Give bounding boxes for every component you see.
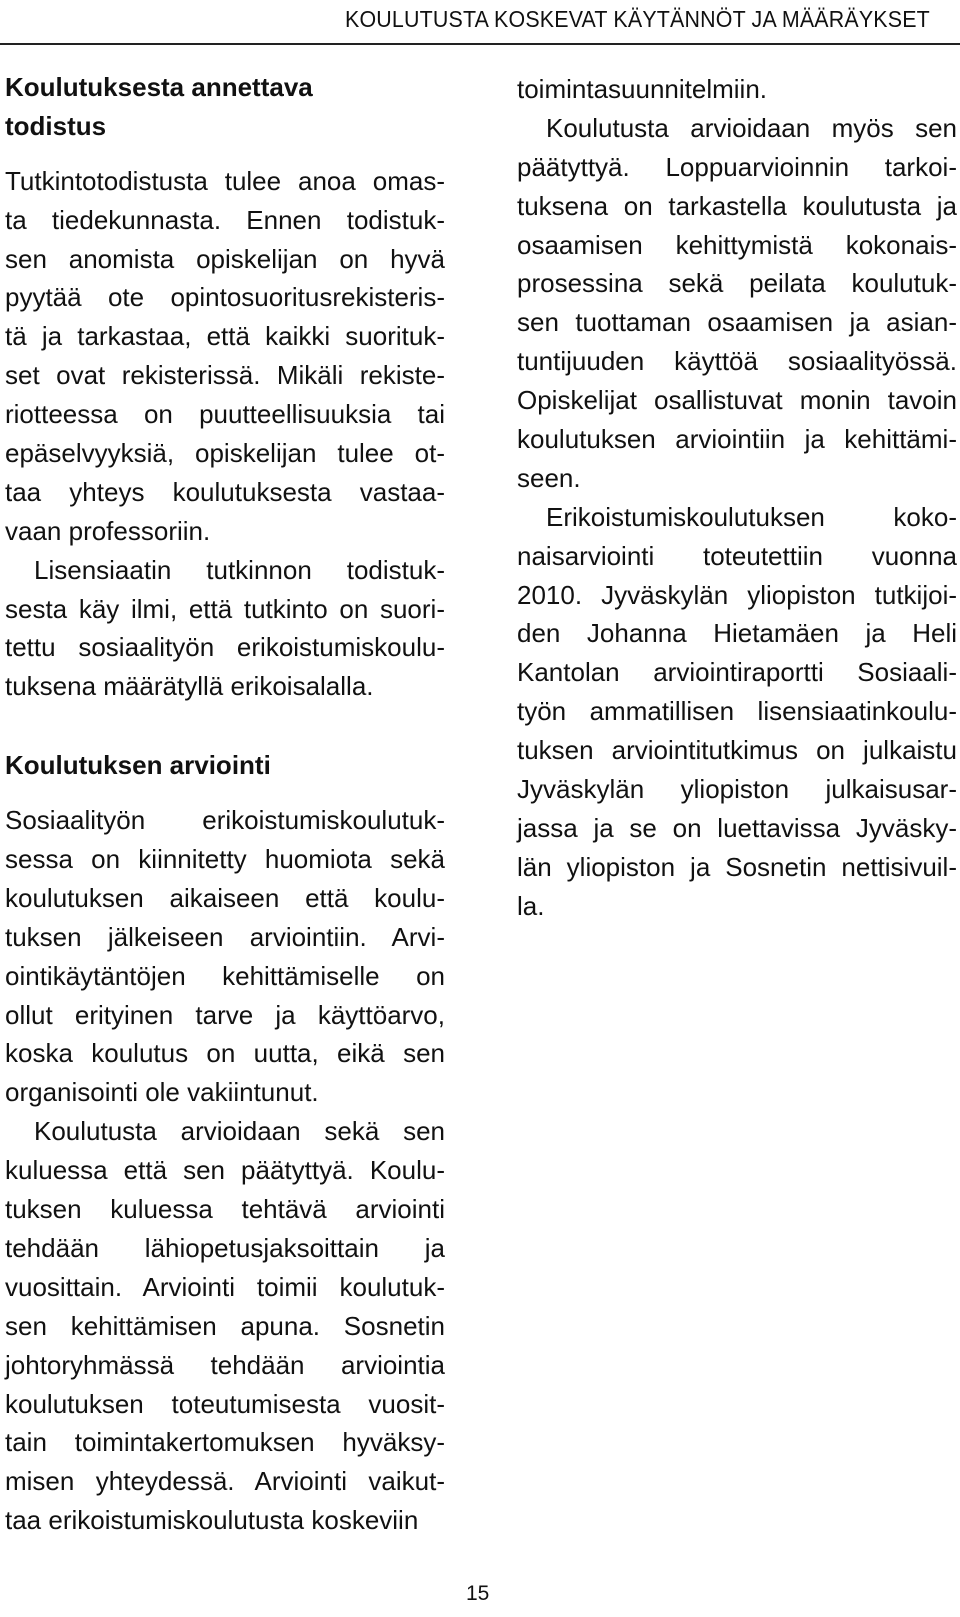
paragraph-evaluation-intro — [5, 801, 445, 1112]
paragraph-continuation — [517, 70, 957, 109]
text-line: misen yhteydessä. Arviointi vaikut- — [5, 1466, 445, 1497]
text-line: koulutuksen aikaiseen että koulu- — [5, 882, 445, 913]
text-line: sen anomista opiskelijan on hyvä — [5, 243, 445, 274]
text-line: Lisensiaatin tutkinnon todistuk- — [34, 554, 445, 585]
running-header: KOULUTUSTA KOSKEVAT KÄYTÄNNÖT JA MÄÄRÄYKSET — [345, 6, 930, 32]
right-column — [517, 70, 957, 926]
text-line: sen tuottaman osaamisen ja asian- — [517, 307, 957, 338]
text-line: vaan professoriin. — [5, 515, 211, 546]
section-heading-certificate-line2: todistus — [5, 110, 107, 141]
text-line: riotteessa on puutteellisuuksia tai — [5, 399, 445, 430]
page-number: 15 — [466, 1582, 490, 1605]
text-line: tuksena on tarkastella koulutusta ja — [517, 190, 957, 221]
text-line: työn ammatillisen lisensiaatinkoulu- — [517, 696, 957, 727]
text-line: sesta käy ilmi, että tutkinto on suori- — [5, 593, 445, 624]
section-heading-evaluation: Koulutuksen arviointi — [5, 750, 271, 781]
text-line: osaamisen kehittymistä kokonais- — [517, 229, 957, 260]
text-line: Tutkintotodistusta tulee anoa omas- — [5, 165, 445, 196]
text-line: tuksen arviointitutkimus on julkaistu — [517, 735, 957, 766]
text-line: tettu sosiaalityön erikoistumiskoulu- — [5, 632, 445, 663]
text-line: Koulutusta arvioidaan myös sen — [546, 112, 957, 143]
text-line: sessa on kiinnitetty huomiota sekä — [5, 844, 445, 875]
text-line: koska koulutus on uutta, eikä sen — [5, 1038, 445, 1069]
left-column — [5, 68, 445, 1540]
text-line: tä ja tarkastaa, että kaikki suorituk- — [5, 321, 445, 352]
text-line: vuosittain. Arviointi toimii koulutuk- — [5, 1271, 445, 1302]
text-line: tain toimintakertomuksen hyväksy- — [5, 1427, 445, 1458]
text-line: Kantolan arviointiraportti Sosiaali- — [517, 657, 957, 688]
text-line: tuksen jälkeiseen arviointiin. Arvi- — [5, 921, 445, 952]
text-line: seen. — [517, 462, 581, 493]
text-line: ollut erityinen tarve ja käyttöarvo, — [5, 999, 445, 1030]
paragraph-overall-evaluation — [517, 498, 957, 926]
header-rule — [0, 43, 960, 45]
text-line: epäselvyyksiä, opiskelijan tulee ot- — [5, 438, 445, 469]
text-line: set ovat rekisterissä. Mikäli rekiste- — [5, 360, 445, 391]
section-heading-certificate: Koulutuksesta annettava — [5, 72, 313, 102]
text-line: tuksena määrätyllä erikoisalalla. — [5, 671, 374, 702]
text-line: toimintasuunnitelmiin. — [517, 74, 768, 104]
text-line: ointikäytäntöjen kehittämiselle on — [5, 960, 445, 991]
text-line: taa erikoistumiskoulutusta koskeviin — [5, 1505, 419, 1536]
text-line: tehdään lähiopetusjaksoittain ja — [5, 1232, 445, 1263]
text-line: 2010. Jyväskylän yliopiston tutkijoi- — [517, 579, 957, 610]
text-line: Jyväskylän yliopiston julkaisusar- — [517, 774, 957, 805]
text-line: la. — [517, 890, 545, 921]
text-line: prosessina sekä peilata koulutuk- — [517, 268, 957, 299]
text-line: kuluessa että sen päätyttyä. Koulu- — [5, 1155, 445, 1186]
text-line: koulutuksen toteutumisesta vuosit- — [5, 1388, 445, 1419]
paragraph-certificate-request — [5, 162, 445, 551]
text-line: län yliopiston ja Sosnetin nettisivuil- — [517, 851, 957, 882]
text-line: johtoryhmässä tehdään arviointia — [5, 1349, 445, 1380]
text-line: pyytää ote opintosuoritusrekisteris- — [5, 282, 445, 313]
spacer — [5, 785, 445, 801]
text-line: Sosiaalityön erikoistumiskoulutuk- — [5, 805, 445, 836]
paragraph-licentiate-certificate — [5, 551, 445, 707]
text-line: jassa ja se on luettavissa Jyväsky- — [517, 812, 957, 843]
text-line: koulutuksen arviointiin ja kehittämi- — [517, 424, 957, 455]
text-line: den Johanna Hietamäen ja Heli — [517, 618, 957, 649]
text-line: Koulutusta arvioidaan sekä sen — [34, 1116, 445, 1147]
text-line: ta tiedekunnasta. Ennen todistuk- — [5, 204, 445, 235]
text-line: taa yhteys koulutuksesta vastaa- — [5, 476, 445, 507]
paragraph-final-evaluation — [517, 109, 957, 498]
text-line: Erikoistumiskoulutuksen koko- — [546, 501, 957, 532]
text-line: sen kehittämisen apuna. Sosnetin — [5, 1310, 445, 1341]
text-line: päätyttyä. Loppuarvioinnin tarkoi- — [517, 151, 957, 182]
text-line: organisointi ole vakiintunut. — [5, 1077, 319, 1108]
text-line: tuntijuuden käyttöä sosiaalityössä. — [517, 346, 957, 377]
text-line: naisarviointi toteutettiin vuonna — [517, 540, 957, 571]
spacer — [5, 706, 445, 746]
paragraph-evaluation-timing — [5, 1112, 445, 1540]
spacer — [5, 146, 445, 162]
text-line: Opiskelijat osallistuvat monin tavoin — [517, 385, 957, 416]
text-line: tuksen kuluessa tehtävä arviointi — [5, 1194, 445, 1225]
